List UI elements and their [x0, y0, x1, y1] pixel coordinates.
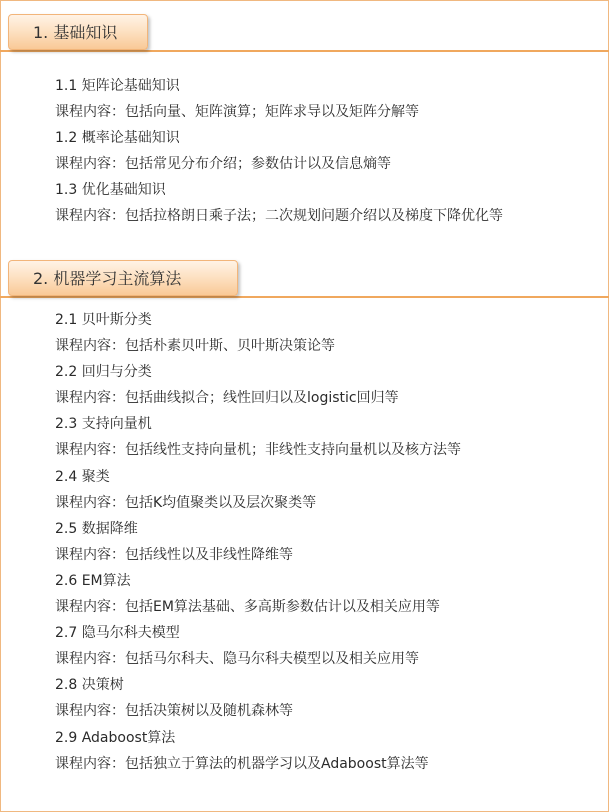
item-heading: 2.4 聚类 [55, 468, 110, 485]
section-title: 1. 基础知识 [8, 14, 148, 50]
item-content: 课程内容：包括独立于算法的机器学习以及Adaboost算法等 [55, 755, 429, 772]
list-item [55, 516, 461, 568]
section-item-list [55, 307, 461, 777]
item-content: 课程内容：包括线性以及非线性降维等 [55, 546, 293, 563]
item-content: 课程内容：包括线性支持向量机；非线性支持向量机以及核方法等 [55, 442, 461, 459]
item-content: 课程内容：包括马尔科夫、隐马尔科夫模型以及相关应用等 [55, 651, 419, 668]
list-item [55, 620, 461, 672]
list-item [55, 725, 461, 777]
item-heading: 2.3 支持向量机 [55, 416, 152, 433]
list-item [55, 307, 461, 359]
list-item [55, 177, 503, 229]
list-item [55, 568, 461, 620]
section-title: 2. 机器学习主流算法 [8, 260, 238, 296]
item-heading: 2.6 EM算法 [55, 572, 131, 589]
item-content: 课程内容：包括常见分布介绍；参数估计以及信息熵等 [55, 156, 391, 173]
item-content: 课程内容：包括曲线拟合；线性回归以及logistic回归等 [55, 390, 399, 407]
item-heading: 2.7 隐马尔科夫模型 [55, 625, 180, 642]
item-heading: 1.2 概率论基础知识 [55, 130, 180, 147]
item-content: 课程内容：包括K均值聚类以及层次聚类等 [55, 494, 317, 511]
list-item [55, 359, 461, 411]
item-content: 课程内容：包括朴素贝叶斯、贝叶斯决策论等 [55, 338, 335, 355]
item-heading: 2.9 Adaboost算法 [55, 729, 176, 746]
list-item [55, 411, 461, 463]
list-item [55, 125, 503, 177]
item-heading: 1.3 优化基础知识 [55, 182, 166, 199]
item-heading: 2.8 决策树 [55, 677, 124, 694]
item-content: 课程内容：包括决策树以及随机森林等 [55, 703, 293, 720]
item-heading: 2.2 回归与分类 [55, 364, 152, 381]
list-item [55, 672, 461, 724]
item-heading: 2.1 贝叶斯分类 [55, 312, 152, 328]
list-item [55, 73, 503, 125]
list-item [55, 464, 461, 516]
item-content: 课程内容：包括向量、矩阵演算；矩阵求导以及矩阵分解等 [55, 104, 419, 121]
section-item-list [55, 73, 503, 230]
item-heading: 2.5 数据降维 [55, 520, 138, 537]
item-content: 课程内容：包括拉格朗日乘子法；二次规划问题介绍以及梯度下降优化等 [55, 208, 503, 225]
item-content: 课程内容：包括EM算法基础、多高斯参数估计以及相关应用等 [55, 599, 440, 616]
item-heading: 1.1 矩阵论基础知识 [55, 78, 180, 94]
